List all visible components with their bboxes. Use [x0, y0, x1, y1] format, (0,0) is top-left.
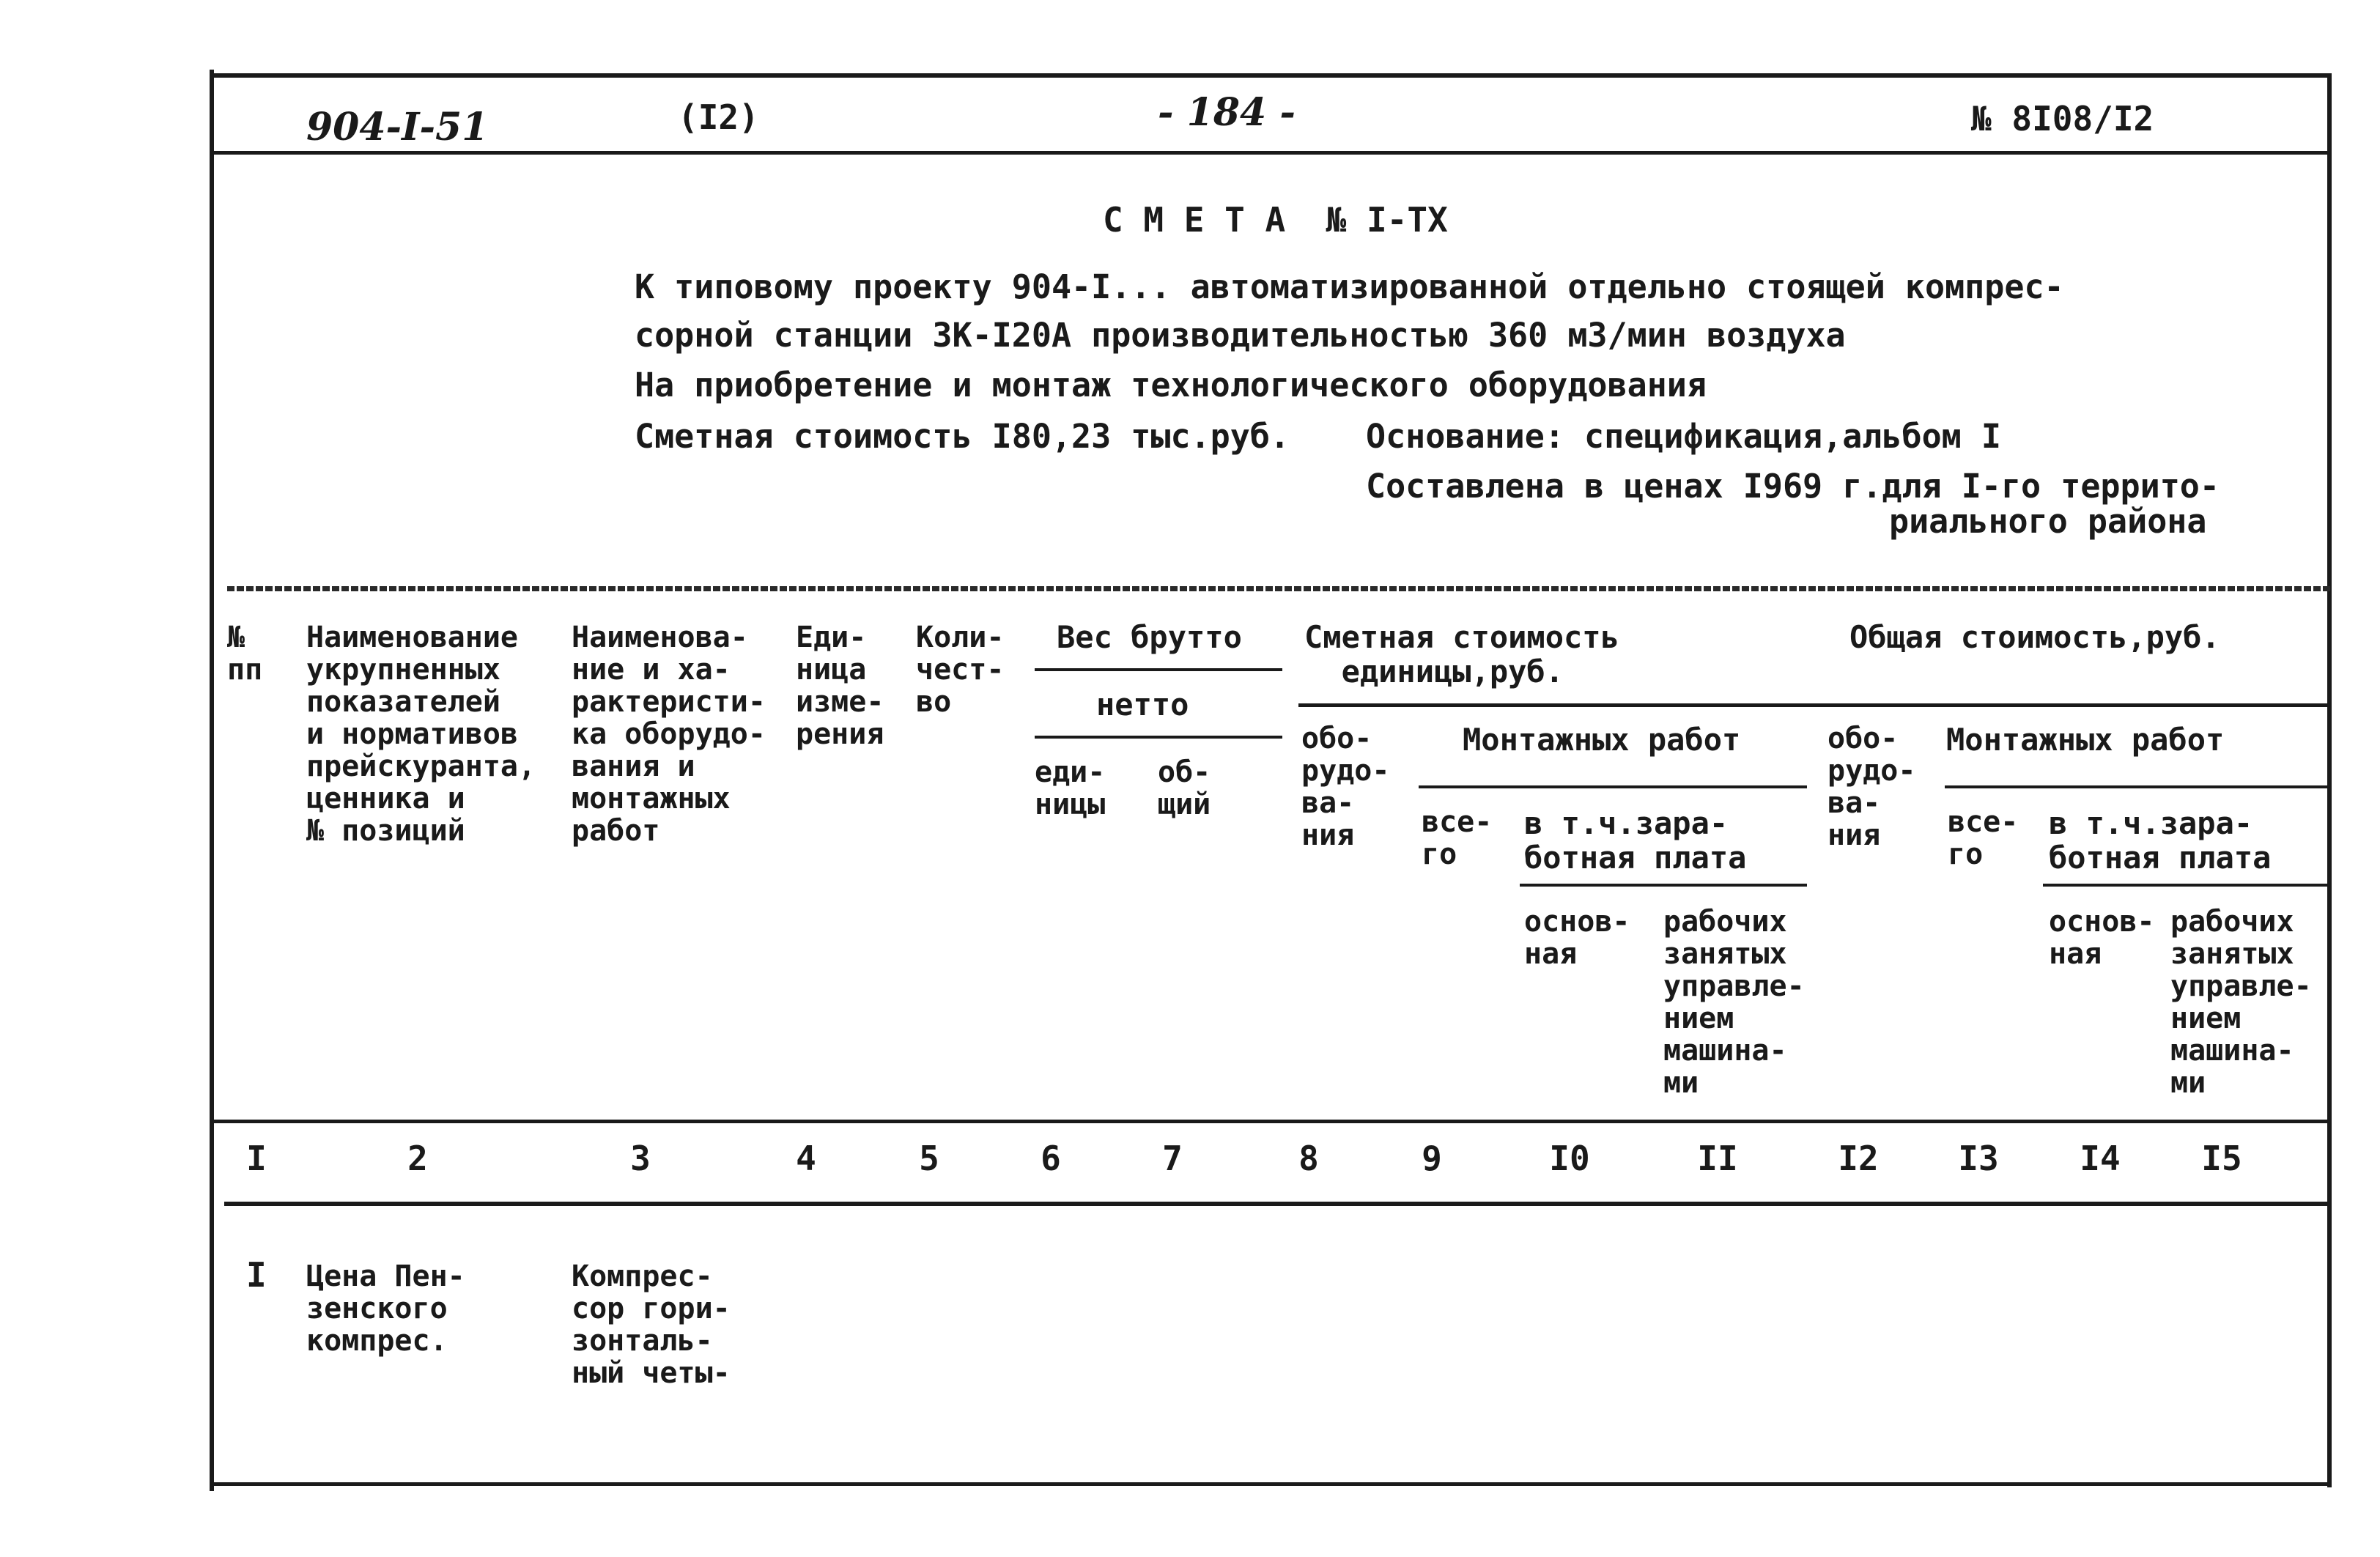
column-number: I4 [2080, 1139, 2121, 1178]
header-unit-mount: Монтажных работ [1463, 722, 1741, 758]
rule-weight-gross [1035, 668, 1282, 671]
header-weight-gross: Вес брутто [1057, 619, 1242, 655]
header-equipment-name: Наименова- ние и ха- рактеристи- ка оборудо- вания и монтажных работ [572, 621, 766, 848]
rule-header-bottom [212, 1120, 2332, 1123]
column-number: 6 [1041, 1139, 1061, 1178]
estimate-basis: Основание: спецификация,альбом I [1366, 417, 2001, 456]
header-weight-unit: еди- ницы [1035, 755, 1106, 821]
header-total-equipment: обо- рудо- ва- ния [1828, 722, 1916, 852]
column-number: I5 [2201, 1139, 2242, 1178]
rule-cost-headers [1298, 703, 2332, 707]
header-unit-wage: в т.ч.зара- ботная плата [1524, 805, 1747, 876]
header-total-cost: Общая стоимость,руб. [1849, 619, 2220, 655]
frame-header-rule [210, 151, 2332, 155]
estimate-prices-line-2: риального района [1889, 502, 2207, 541]
column-number: 5 [919, 1139, 939, 1178]
frame-bottom-border [210, 1482, 2332, 1486]
column-number: 3 [630, 1139, 651, 1178]
header-total-mount: Монтажных работ [1946, 722, 2225, 758]
column-number: I2 [1838, 1139, 1879, 1178]
rule-mount-unit [1419, 785, 1807, 788]
estimate-prices-line-1: Составлена в ценах I969 г.для I-го террито- [1366, 467, 2220, 506]
column-number: II [1697, 1139, 1738, 1178]
header-unit-wage-basic: основ- ная [1524, 905, 1630, 971]
column-number: 9 [1422, 1139, 1442, 1178]
album-number: № 8I08/I2 [1971, 99, 2154, 138]
header-total-wage-operators: рабочих занятых управле- нием машина- ми [2170, 905, 2312, 1100]
estimate-line-1: К типовому проекту 904-I... автоматизированной отдельно стоящей компрес- [635, 267, 2064, 306]
header-total-wage: в т.ч.зара- ботная плата [2049, 805, 2272, 876]
frame-left-border [210, 70, 214, 1491]
header-weight-total: об- щий [1158, 755, 1211, 821]
header-weight-net: нетто [1096, 687, 1189, 722]
header-unit: Еди- ница изме- рения [796, 621, 884, 751]
header-unit-equipment: обо- рудо- ва- ния [1301, 722, 1390, 852]
header-unit-wage-operators: рабочих занятых управле- нием машина- ми [1663, 905, 1805, 1100]
column-number: 4 [796, 1139, 816, 1178]
column-number: 2 [407, 1139, 428, 1178]
sheet-code: (I2) [678, 97, 759, 137]
column-number: 8 [1298, 1139, 1319, 1178]
column-number: I3 [1958, 1139, 1999, 1178]
table-row-indicator: Цена Пен- зенского компрес. [306, 1260, 465, 1358]
header-total-wage-basic: основ- ная [2049, 905, 2155, 971]
estimate-title: С М Е Т А № I-ТХ [1103, 200, 1448, 240]
page-number: - 184 - [1158, 90, 1296, 135]
header-quantity: Коли- чест- во [916, 621, 1005, 719]
column-number: 7 [1162, 1139, 1183, 1178]
header-total-mount-total: все- го [1948, 805, 2019, 871]
frame-right-border [2327, 73, 2332, 1487]
header-unit-mount-total: все- го [1422, 805, 1493, 871]
table-row-number: I [246, 1255, 267, 1295]
column-number: I0 [1549, 1139, 1590, 1178]
frame-top-border [210, 73, 2332, 78]
header-unit-cost: Сметная стоимость единицы,руб. [1304, 619, 1619, 689]
rule-wage-total [2043, 884, 2332, 887]
table-top-rule [227, 586, 2330, 591]
table-row-description: Компрес- сор гори- зонталь- ный четы- [572, 1260, 731, 1390]
rule-weight-net [1035, 736, 1282, 739]
column-number: I [246, 1139, 267, 1178]
header-row-number: № пп [227, 621, 263, 687]
rule-wage-unit [1520, 884, 1807, 887]
estimate-cost: Сметная стоимость I80,23 тыс.руб. [635, 417, 1290, 456]
rule-mount-total [1945, 785, 2332, 788]
estimate-line-2: сорной станции 3К-I20А производительностью 360 м3/мин воздуха [635, 316, 1846, 355]
header-indicator-name: Наименование укрупненных показателей и нормативов прейскуранта, ценника и № позиций [306, 621, 536, 848]
estimate-line-3: На приобретение и монтаж технологического оборудования [635, 366, 1707, 404]
doc-code: 904-I-51 [306, 105, 489, 149]
rule-numbers-bottom [224, 1202, 2332, 1206]
